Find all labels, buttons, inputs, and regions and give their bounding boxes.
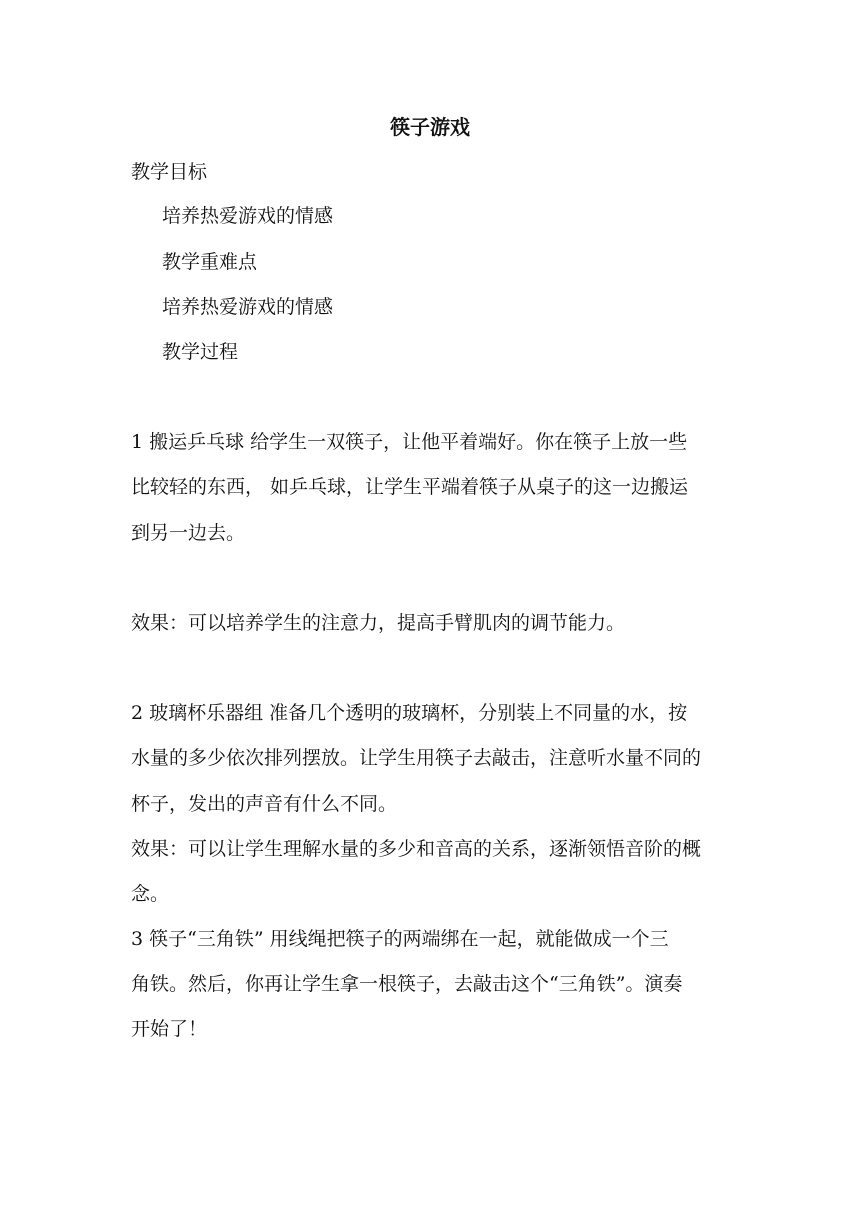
key-point-text: 培养热爱游戏的情感 xyxy=(162,296,334,318)
game-1-line-3: 到另一边去。 xyxy=(131,522,246,544)
game-2-effect-line-2: 念。 xyxy=(131,883,170,905)
game-2-line-1: 2 玻璃杯乐器组 准备几个透明的玻璃杯，分别装上不同量的水，按 xyxy=(131,702,688,724)
game-1-line-1: 1 搬运乒乓球 给学生一双筷子，让他平着端好。你在筷子上放一些 xyxy=(131,431,688,453)
game-1-line-2: 比较轻的东西， 如乒乓球，让学生平端着筷子从桌子的这一边搬运 xyxy=(131,476,689,498)
game-3-line-3: 开始了！ xyxy=(131,1018,208,1040)
key-points-heading: 教学重难点 xyxy=(162,251,258,273)
game-3-line-1: 3 筷子“三角铁” 用线绳把筷子的两端绑在一起，就能做成一个三 xyxy=(131,928,669,950)
objectives-heading: 教学目标 xyxy=(131,161,208,183)
document-title: 筷子游戏 xyxy=(390,115,470,139)
game-1-effect: 效果：可以培养学生的注意力，提高手臂肌肉的调节能力。 xyxy=(131,612,626,634)
game-2-line-2: 水量的多少依次排列摆放。让学生用筷子去敲击，注意听水量不同的 xyxy=(131,747,702,769)
objective-text: 培养热爱游戏的情感 xyxy=(162,205,334,227)
game-2-line-3: 杯子，发出的声音有什么不同。 xyxy=(131,793,398,815)
process-heading: 教学过程 xyxy=(162,341,239,363)
game-2-effect-line-1: 效果：可以让学生理解水量的多少和音高的关系，逐渐领悟音阶的概 xyxy=(131,838,702,860)
game-3-line-2: 角铁。然后，你再让学生拿一根筷子，去敲击这个“三角铁”。演奏 xyxy=(131,973,683,995)
